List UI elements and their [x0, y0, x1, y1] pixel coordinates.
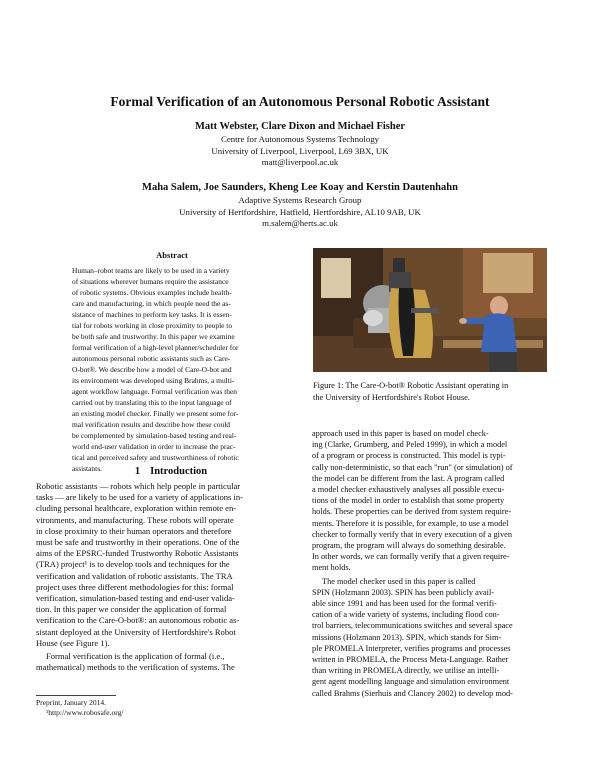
author-names: Matt Webster, Clare Dixon and Michael Fisher	[194, 121, 406, 132]
body-line: In other words, we can formally verify that a given require-	[312, 552, 510, 562]
body-line: checker to formally verify that in every execution of a given	[312, 529, 512, 539]
caption-line: Figure 1: The Care-O-bot® Robotic Assistant operating in	[313, 381, 509, 390]
abstract-line: of situations wherever humans require the assistance	[72, 277, 229, 286]
body-line: verification, simulation-based testing and end-user valida-	[36, 593, 235, 604]
abstract-line: world end-user validation in order to increase the prac-	[72, 442, 236, 451]
abstract-heading: Abstract	[156, 250, 188, 260]
body-line: tasks — are likely to be used for a variety of applications in-	[36, 492, 243, 503]
body-line: in close proximity to their human operators and therefore	[36, 525, 232, 536]
body-line: verification and validation of robotic assistants. The TRA	[36, 570, 233, 581]
body-line: (TRA) project¹ is to develop tools and techniques for the	[36, 559, 230, 570]
abstract-line: O-bot®. We describe how a model of Care-O-bot and	[72, 365, 232, 374]
footnotes	[36, 698, 296, 718]
author-names: Maha Salem, Joe Saunders, Kheng Lee Koay and Kerstin Dautenhahn	[142, 182, 458, 193]
body-line: trol barriers, telecommunications switches and several space	[312, 621, 513, 631]
section-title: Introduction	[150, 466, 208, 477]
body-line: written in PROMELA, the Process Meta-Language. Rather	[312, 655, 509, 665]
body-line: the model can be different from the last. A program called	[312, 473, 505, 483]
body-line: House (see Figure 1).	[36, 637, 110, 648]
body-line: than writing in PROMELA directly, we utilise an intelli-	[312, 666, 500, 676]
abstract-line: an existing model checker. Finally we present some for-	[72, 409, 239, 418]
body-line: cation of a wide variety of systems, including flood con-	[312, 610, 500, 620]
affiliation-line: University of Hertfordshire, Hatfield, Hertfordshire, AL10 9AB, UK	[179, 206, 421, 217]
abstract-line: sistance of machines to perform key tasks. It is essen-	[72, 310, 232, 319]
body-line: must be safe and trustworthy in their operations. One of the	[36, 537, 240, 548]
body-line: tion. In this paper we consider the application of formal	[36, 604, 227, 615]
paper-title: Formal Verification of an Autonomous Personal Robotic Assistant	[110, 94, 490, 109]
body-line: cally non-deterministic, so that each "run" (or simulation) of	[312, 462, 513, 472]
abstract-line: of robotic systems. Obvious examples include health-	[72, 288, 232, 297]
author-email: matt@liverpool.ac.uk	[261, 157, 339, 167]
body-line: project uses three different methodologies for this: formal	[36, 581, 234, 592]
abstract-body	[72, 265, 273, 474]
body-line: gent agent modelling language and simulation environment	[312, 677, 510, 687]
affiliation-line: Adaptive Systems Research Group	[238, 195, 362, 205]
body-line: Robotic assistants — robots which help people in particular	[36, 481, 241, 491]
body-line: mathematical) methods to the verification of systems. The	[36, 662, 235, 673]
body-line: approach used in this paper is based on model check-	[312, 429, 489, 438]
body-line: missions (Holzmann 2013). SPIN, which stands for Sim-	[312, 632, 502, 642]
right-column-text	[312, 428, 548, 699]
body-line: ment holds.	[312, 563, 351, 573]
body-line: holds. These properties can be derived from system require-	[312, 507, 512, 517]
abstract-line: agent workflow language. Formal verification was then	[72, 387, 238, 396]
body-line: called Brahms (Sierhuis and Clancey 2002) to develop mod-	[312, 688, 513, 698]
body-line: ments. Therefore it is possible, for example, to use a model	[312, 518, 509, 528]
affiliation-line: University of Liverpool, Liverpool, L69 3BX, UK	[211, 145, 389, 156]
abstract-line: its environment was developed using Brahms, a multi-	[72, 376, 235, 385]
body-line: aims of the EPSRC-funded Trustworthy Robotic Assistants	[36, 548, 239, 559]
care-o-bot-photo	[313, 248, 547, 372]
affiliation-line: Centre for Autonomous Systems Technology	[220, 134, 380, 144]
caption-line: the University of Hertfordshire's Robot House.	[313, 392, 470, 402]
body-line: verification to the Care-O-bot®: an autonomous robotic as-	[36, 615, 240, 626]
section-number: 1	[134, 466, 141, 477]
body-line: ing (Clarke, Grumberg, and Peled 1999), in which a model	[312, 440, 508, 450]
left-column-text	[36, 481, 301, 673]
author-group-2	[60, 181, 540, 230]
body-line: program, the program will always do something desirable.	[312, 541, 506, 551]
abstract-line: tial for robots working in close proximity to people to	[72, 321, 233, 330]
abstract-line: Human–robot teams are likely to be used in a variety	[72, 266, 230, 275]
body-line: a model checker exhaustively analyses all possible execu-	[312, 485, 505, 495]
figure-photo	[313, 248, 547, 372]
body-line: SPIN (Holzmann 2003). SPIN has been publicly avail-	[312, 587, 495, 597]
abstract-line: tical and perceived safety and trustworthiness of robotic	[72, 453, 239, 462]
body-line: tions of the model in order to establish that some property	[312, 496, 505, 506]
footnote: Preprint, January 2014.	[36, 698, 106, 707]
abstract-line: be both safe and trustworthy. In this paper we examine	[72, 332, 235, 341]
abstract-line: autonomous personal robotic assistants such as Care-	[72, 354, 231, 363]
body-line: ple PROMELA Interpreter, verifies programs and processes	[312, 643, 511, 653]
body-line: vironments, and manufacturing. These robots will operate	[36, 514, 234, 525]
footnote-link[interactable]: ¹http://www.robosafe.org/	[46, 707, 124, 717]
author-group-1	[60, 120, 540, 169]
body-line: cluding personal healthcare, exploration within remote en-	[36, 503, 237, 514]
abstract-line: assistants.	[72, 464, 102, 473]
abstract-line: care and manufacturing, in which people need the as-	[72, 299, 231, 308]
abstract-line: formal verification of a high-level planner/scheduler for	[72, 343, 239, 352]
section-heading	[40, 465, 302, 478]
author-email: m.salem@herts.ac.uk	[262, 218, 338, 228]
abstract-line: mal verification results and describe how these could	[72, 420, 230, 429]
abstract-line: be complemented by simulation-based testing and real-	[72, 431, 237, 440]
body-line: The model checker used in this paper is called	[322, 576, 476, 586]
figure-caption	[313, 380, 548, 403]
footnote-rule	[36, 695, 116, 696]
body-line: of a program or process is constructed. This model is typi-	[312, 451, 506, 461]
body-line: Formal verification is the application of formal (i.e.,	[46, 651, 225, 662]
body-line: able since 1991 and has been used for the formal verifi-	[312, 599, 497, 609]
abstract-line: carried out by translating this to the input language of	[72, 398, 232, 407]
body-line: sistant deployed at the University of Hertfordshire's Robot	[36, 626, 236, 637]
